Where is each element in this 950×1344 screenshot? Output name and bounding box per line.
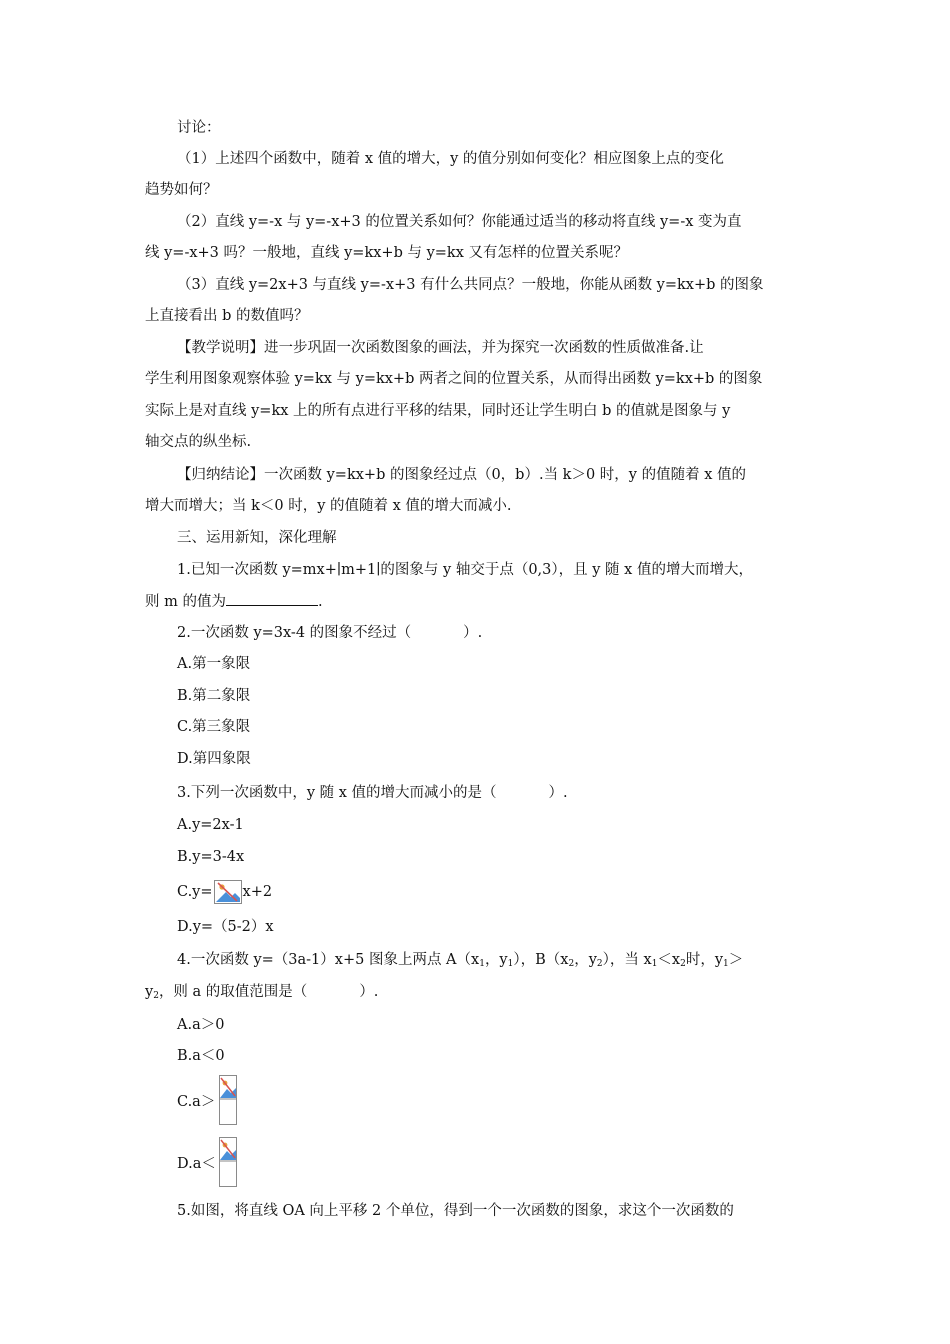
p4-text-4: ，y (574, 952, 597, 968)
subscript-1: 1 (479, 959, 485, 969)
problem-4-line2 (145, 982, 378, 1002)
problem-4-line1 (177, 950, 743, 970)
p4-text-9: y (145, 984, 154, 1000)
problem-2-stem (177, 623, 482, 643)
problem-3-option-b: B.y=3-4x (177, 849, 245, 865)
problem-2-option-c: C.第三象限 (177, 719, 251, 735)
problem-3-close: ）. (548, 785, 568, 801)
conclusion-line1: 【归纳结论】一次函数 y=kx+b 的图象经过点（0，b）.当 k＞0 时，y 的值随着 x 值的 (177, 467, 746, 483)
problem-3-option-d: D.y=（5-2）x (177, 919, 274, 935)
p4-text-10: ，则 a 的取值范围是（ (158, 984, 308, 1000)
problem-4-option-d (177, 1154, 216, 1174)
problem-2-option-b: B.第二象限 (177, 688, 251, 704)
problem-4-option-a: A.a＞0 (177, 1017, 225, 1033)
problem-3-stem (177, 783, 568, 803)
problem-3-option-a: A.y=2x-1 (177, 817, 244, 833)
discussion-heading: 讨论： (177, 120, 221, 136)
problem-3-option-c (177, 880, 272, 904)
problem-4-option-c (177, 1092, 215, 1112)
discussion-q1-line1: （1）上述四个函数中，随着 x 值的增大，y 的值分别如何变化？相应图象上点的变化 (177, 151, 724, 167)
option-d-text: D.a＜ (177, 1156, 216, 1172)
discussion-q2-line1: （2）直线 y=-x 与 y=-x+3 的位置关系如何？你能通过适当的移动将直线 y=-x 变为直 (177, 214, 742, 230)
problem-1-period: . (317, 594, 323, 610)
problem-5-line1: 5.如图，将直线 OA 向上平移 2 个单位，得到一个一次函数的图象，求这个一次函数的 (177, 1203, 734, 1219)
option-c-suffix: x+2 (242, 884, 273, 900)
broken-image-icon (214, 880, 242, 904)
problem-2-close: ）. (463, 625, 483, 641)
discussion-q2-line2: 线 y=-x+3 吗？一般地，直线 y=kx+b 与 y=kx 又有怎样的位置关系呢？ (145, 245, 628, 261)
subscript-2: 2 (596, 959, 603, 969)
problem-2-text: 2.一次函数 y=3x-4 的图象不经过（ (177, 625, 412, 641)
discussion-q3-line2: 上直接看出 b 的数值吗？ (145, 308, 309, 324)
option-c-prefix: C.y= (177, 884, 213, 900)
subscript-2: 2 (680, 959, 686, 969)
subscript-1: 1 (507, 959, 514, 969)
p4-text-11: ）. (359, 984, 379, 1000)
answer-blank[interactable] (226, 591, 318, 606)
subscript-2: 2 (568, 959, 575, 969)
broken-fraction-image-icon (219, 1075, 237, 1125)
problem-3-text: 3.下列一次函数中，y 随 x 值的增大而减小的是（ (177, 785, 497, 801)
p4-text-7: 时，y (685, 952, 724, 968)
p4-text-6: ＜x (657, 952, 681, 968)
p4-text-1: 4.一次函数 y=（3a-1）x+5 图象上两点 A（x (177, 952, 480, 968)
subscript-1: 1 (723, 959, 729, 969)
teaching-note-line3: 实际上是对直线 y=kx 上的所有点进行平移的结果，同时还让学生明白 b 的值就是图象与 y (145, 403, 731, 419)
broken-fraction-image-icon (219, 1137, 237, 1187)
p4-text-3: ），B（x (513, 952, 569, 968)
option-c-text: C.a＞ (177, 1094, 216, 1110)
problem-1-stem: 则 m 的值为 (145, 594, 226, 610)
p4-text-2: ，y (484, 952, 508, 968)
p4-text-5: ），当 x (602, 952, 652, 968)
conclusion-line2: 增大而增大；当 k＜0 时，y 的值随着 x 值的增大而减小. (145, 498, 512, 514)
teaching-note-line1: 【教学说明】进一步巩固一次函数图象的画法，并为探究一次函数的性质做准备.让 (177, 340, 704, 356)
teaching-note-line2: 学生利用图象观察体验 y=kx 与 y=kx+b 两者之间的位置关系，从而得出函数 y=kx+b 的图象 (145, 371, 763, 387)
section-three-title: 三、运用新知，深化理解 (177, 530, 337, 546)
problem-4-option-b: B.a＜0 (177, 1048, 225, 1064)
subscript-1: 1 (651, 959, 658, 969)
discussion-q3-line1: （3）直线 y=2x+3 与直线 y=-x+3 有什么共同点？一般地，你能从函数 y=kx+b 的图象 (177, 277, 764, 293)
p4-text-8: ＞ (728, 952, 744, 968)
teaching-note-line4: 轴交点的纵坐标. (145, 434, 252, 450)
problem-1-line2 (145, 591, 323, 612)
discussion-q1-line2: 趋势如何？ (145, 182, 218, 198)
subscript-2: 2 (153, 991, 159, 1001)
problem-1-line1: 1.已知一次函数 y=mx+∣m+1∣的图象与 y 轴交于点（0,3），且 y 随 x 值的增大而增大， (177, 562, 753, 578)
problem-2-option-a: A.第一象限 (177, 656, 251, 672)
problem-2-option-d: D.第四象限 (177, 751, 251, 767)
